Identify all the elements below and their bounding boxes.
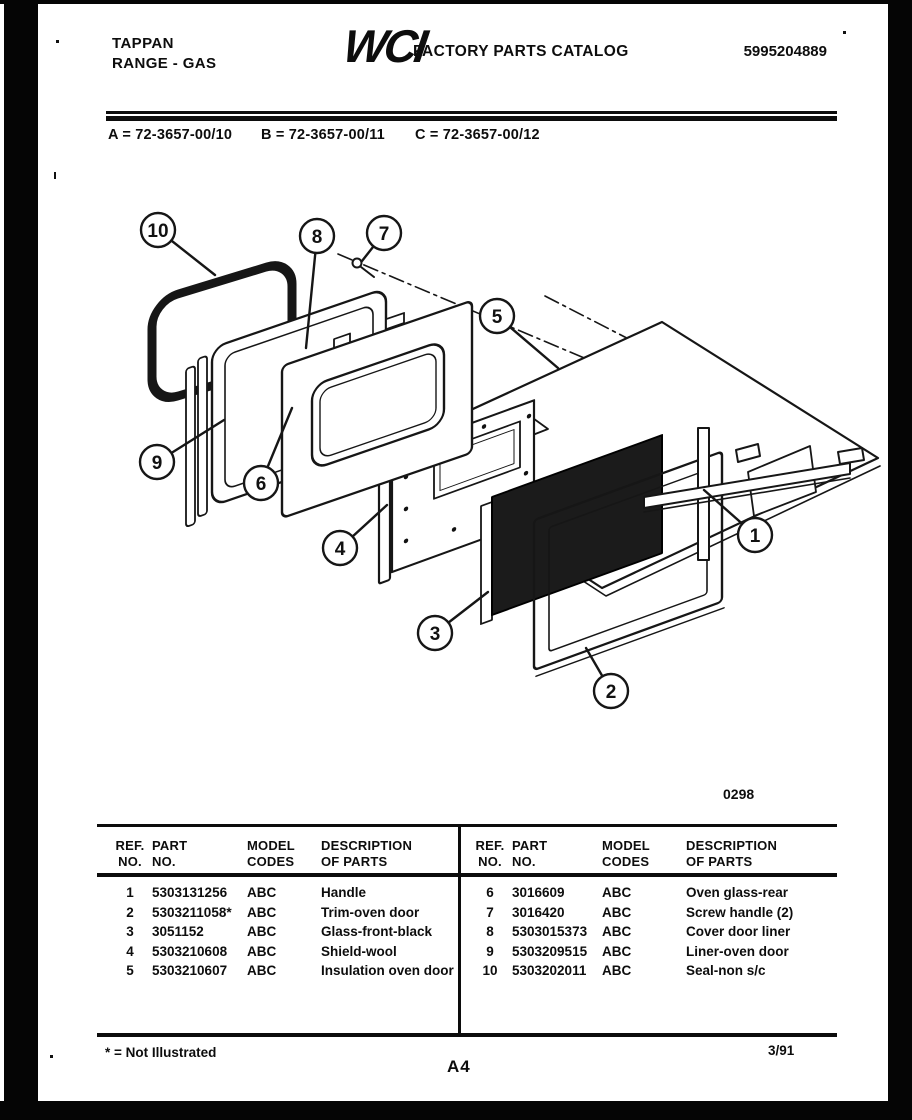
callout-number: 4 xyxy=(334,539,346,560)
brand-name: TAPPAN xyxy=(112,35,174,52)
callout-2 xyxy=(586,648,628,708)
callout-7 xyxy=(362,216,401,261)
date-code: 3/91 xyxy=(768,1043,795,1058)
callout-3 xyxy=(418,592,488,650)
callout-number: 2 xyxy=(605,682,617,703)
col-part-header: PART xyxy=(512,838,548,853)
callout-4 xyxy=(323,505,387,565)
col-ref-header: REF. xyxy=(475,838,505,853)
table-header-row: REF. NO. PART NO. MODEL CODES DESCRIPTION OF PARTS xyxy=(115,838,413,869)
publication-number: 5995204889 xyxy=(743,43,827,60)
parts-table-left xyxy=(108,838,452,981)
callout-number: 3 xyxy=(429,624,441,645)
parts-table-right xyxy=(468,838,834,981)
callout-number: 10 xyxy=(147,221,169,242)
col-model-header: MODEL xyxy=(602,838,650,853)
scan-artifact xyxy=(50,1055,53,1058)
col-desc-header: DESCRIPTION xyxy=(321,838,413,853)
table-row: 10 5303202011 ABC Seal-non s/c xyxy=(482,963,766,978)
table-row: 6 3016609 ABC Oven glass-rear xyxy=(486,885,789,900)
callout-10 xyxy=(141,213,215,275)
callout-number: 1 xyxy=(749,526,761,547)
col-part-header: PART xyxy=(152,838,188,853)
table-header-row: REF. NO. PART NO. MODEL CODES DESCRIPTION OF PARTS xyxy=(475,838,778,869)
callout-number: 9 xyxy=(151,453,163,474)
brand-category: RANGE - GAS xyxy=(112,55,217,72)
figure-code: 0298 xyxy=(723,786,755,802)
callout-number: 7 xyxy=(378,224,390,245)
table-row: 4 5303210608 ABC Shield-wool xyxy=(126,943,397,959)
page-border-bottom xyxy=(0,1101,912,1120)
callout-number: 8 xyxy=(311,227,323,248)
table-top-rule xyxy=(97,824,837,827)
table-bottom-rule xyxy=(97,1033,837,1037)
col-ref-header: REF. xyxy=(115,838,145,853)
table-row: 2 5303211058* ABC Trim-oven door xyxy=(126,904,420,920)
callout-5 xyxy=(480,299,558,368)
table-row: 5 5303210607 ABC Insulation oven door xyxy=(126,963,454,978)
callout-number: 5 xyxy=(491,307,503,328)
table-center-divider xyxy=(458,824,461,1037)
page-code: A4 xyxy=(447,1057,471,1076)
model-code-c: C = 72-3657-00/12 xyxy=(415,127,540,143)
col-model-header: MODEL xyxy=(247,838,295,853)
callout-number: 6 xyxy=(255,474,267,495)
catalog-title: FACTORY PARTS CATALOG xyxy=(413,43,629,60)
col-desc-header: DESCRIPTION xyxy=(686,838,778,853)
model-code-b: B = 72-3657-00/11 xyxy=(261,127,385,143)
table-row: 1 5303131256 ABC Handle xyxy=(126,885,367,900)
table-row: 7 3016420 ABC Screw handle (2) xyxy=(486,904,794,920)
table-row: 3 3051152 ABC Glass-front-black xyxy=(126,924,433,939)
table-row: 9 5303209515 ABC Liner-oven door xyxy=(486,943,789,959)
not-illustrated-note: * = Not Illustrated xyxy=(105,1045,217,1060)
table-row: 8 5303015373 ABC Cover door liner xyxy=(486,924,791,939)
wci-logo: WCI xyxy=(340,20,429,72)
model-code-a: A = 72-3657-00/10 xyxy=(108,127,233,143)
